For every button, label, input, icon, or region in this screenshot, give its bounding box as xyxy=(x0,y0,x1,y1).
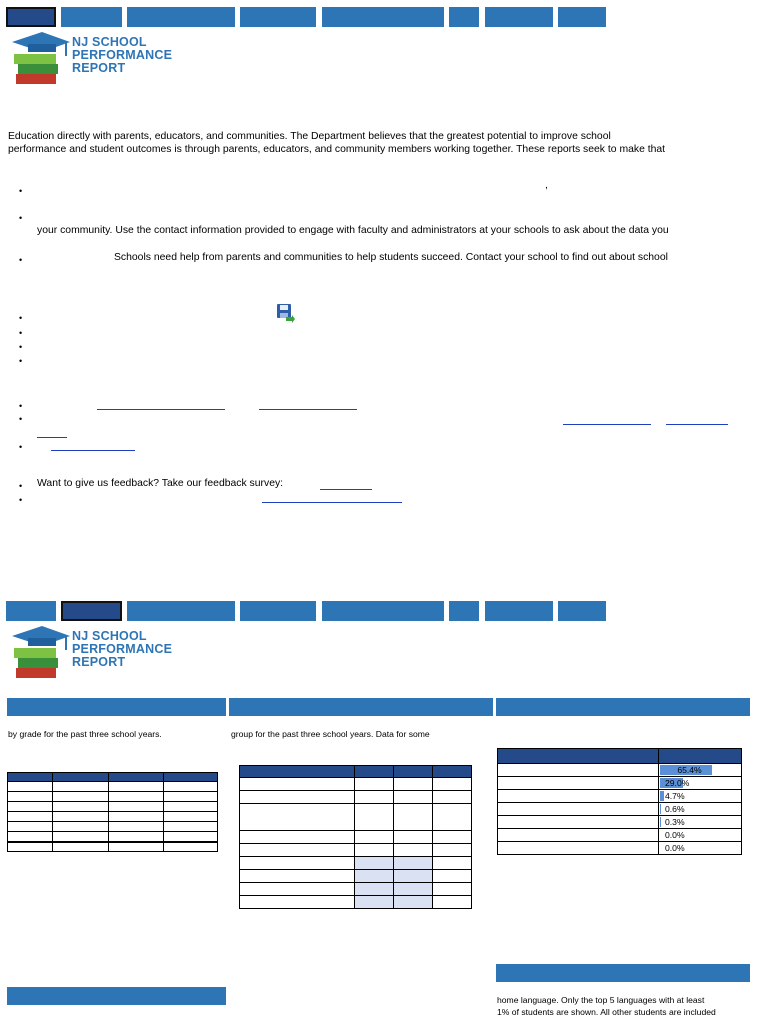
language-row xyxy=(498,790,742,803)
link-underline[interactable] xyxy=(259,409,357,410)
feedback-survey-link[interactable] xyxy=(320,489,372,490)
enrollment-by-grade-table xyxy=(7,772,218,852)
language-name-cell xyxy=(498,829,659,842)
language-row xyxy=(498,816,742,829)
intro-paragraph: Education directly with parents, educators, and communities. The Department believes that the greatest potential to improve school performance and student outcomes is through parents, educators, and community members working together. These reports seek to make that xyxy=(8,131,666,155)
bullet-dot: • xyxy=(19,342,23,352)
nav-tab-8[interactable] xyxy=(558,601,606,621)
language-name-cell xyxy=(498,816,659,829)
bullet-dot: • xyxy=(19,255,23,265)
nav-tab-3[interactable] xyxy=(127,7,235,27)
language-percent-cell xyxy=(659,777,742,790)
logo-text: NJ SCHOOL PERFORMANCE REPORT xyxy=(72,629,173,669)
feedback-text: Want to give us feedback? Take our feedback survey: xyxy=(37,478,284,489)
language-name-cell xyxy=(498,842,659,855)
nav-tab-8[interactable] xyxy=(558,7,606,27)
percent-label: 29.0% xyxy=(665,778,690,788)
nav-tab-overview[interactable] xyxy=(6,7,56,27)
percent-label: 0.0% xyxy=(665,830,685,840)
language-name-cell xyxy=(498,764,659,777)
report-logo xyxy=(10,30,190,92)
section-header-bar xyxy=(7,987,226,1005)
report-logo xyxy=(10,624,190,686)
percent-label: 0.3% xyxy=(665,817,685,827)
bullet-3-text: Schools need help from parents and communities to help students succeed. Contact your school to find out about school xyxy=(114,252,668,263)
bullet-dot: • xyxy=(19,186,23,196)
nav-tab-1[interactable] xyxy=(6,601,56,621)
language-percent-cell xyxy=(659,829,742,842)
language-percent-cell xyxy=(659,842,742,855)
bullet-dot: • xyxy=(19,481,23,491)
home-language-note-line2: 1% of students are shown. All other students are included xyxy=(497,1007,716,1017)
language-percent-cell xyxy=(659,790,742,803)
link-underline[interactable] xyxy=(563,424,651,425)
language-row xyxy=(498,777,742,790)
books-cap-icon xyxy=(10,30,72,92)
enrollment-by-group-table xyxy=(239,765,472,909)
bullet-dot: • xyxy=(19,442,23,452)
books-cap-icon xyxy=(10,624,72,686)
nav-tab-2[interactable] xyxy=(61,7,122,27)
percent-label: 0.0% xyxy=(665,843,685,853)
save-download-icon[interactable] xyxy=(276,303,296,330)
bullet-dot: • xyxy=(19,414,23,424)
percent-label: 4.7% xyxy=(665,791,685,801)
bullet-dot: • xyxy=(19,313,23,323)
nav-tab-4[interactable] xyxy=(240,7,316,27)
enrollment-grade-note: by grade for the past three school years. xyxy=(8,729,162,739)
nav-tab-7[interactable] xyxy=(485,601,553,621)
link-underline[interactable] xyxy=(37,437,67,438)
language-row xyxy=(498,842,742,855)
bullet-dot: • xyxy=(19,356,23,366)
language-row xyxy=(498,764,742,777)
link-underline[interactable] xyxy=(97,409,225,410)
link-underline[interactable] xyxy=(262,502,402,503)
home-language-note-line1: home language. Only the top 5 languages with at least xyxy=(497,995,705,1005)
nav-tab-5[interactable] xyxy=(322,7,444,27)
language-percent-cell xyxy=(659,803,742,816)
language-row xyxy=(498,829,742,842)
language-name-cell xyxy=(498,790,659,803)
language-name-cell xyxy=(498,803,659,816)
bullet-dot: • xyxy=(19,495,23,505)
section-header-bar xyxy=(496,698,750,716)
link-underline[interactable] xyxy=(666,424,728,425)
nav-tab-6[interactable] xyxy=(449,601,479,621)
nav-tab-4[interactable] xyxy=(240,601,316,621)
bullet-dot: • xyxy=(19,401,23,411)
bullet-dot: • xyxy=(19,328,23,338)
nav-tabs-top xyxy=(0,7,768,29)
bullet-dot: • xyxy=(19,213,23,223)
link-underline[interactable] xyxy=(51,450,135,451)
nav-tab-3[interactable] xyxy=(127,601,235,621)
language-name-cell xyxy=(498,777,659,790)
enrollment-group-note: group for the past three school years. Data for some xyxy=(231,729,430,739)
language-row xyxy=(498,803,742,816)
section-header-bar xyxy=(7,698,226,716)
section-header-bar xyxy=(229,698,493,716)
logo-text: NJ SCHOOL PERFORMANCE REPORT xyxy=(72,35,173,75)
bullet-1-mark: , xyxy=(545,180,548,191)
nav-tabs-page2 xyxy=(0,601,768,623)
percent-label: 0.6% xyxy=(665,804,685,814)
nav-tab-demographics[interactable] xyxy=(61,601,122,621)
percent-label: 65.4% xyxy=(677,765,702,775)
nav-tab-6[interactable] xyxy=(449,7,479,27)
nav-tab-7[interactable] xyxy=(485,7,553,27)
bullet-2-text: your community. Use the contact information provided to engage with faculty and administrators at your schools to ask about the data you xyxy=(37,225,669,236)
language-percent-cell xyxy=(659,816,742,829)
home-language-table xyxy=(497,748,742,855)
section-header-bar xyxy=(496,964,750,982)
language-percent-cell xyxy=(659,764,742,777)
nav-tab-5[interactable] xyxy=(322,601,444,621)
